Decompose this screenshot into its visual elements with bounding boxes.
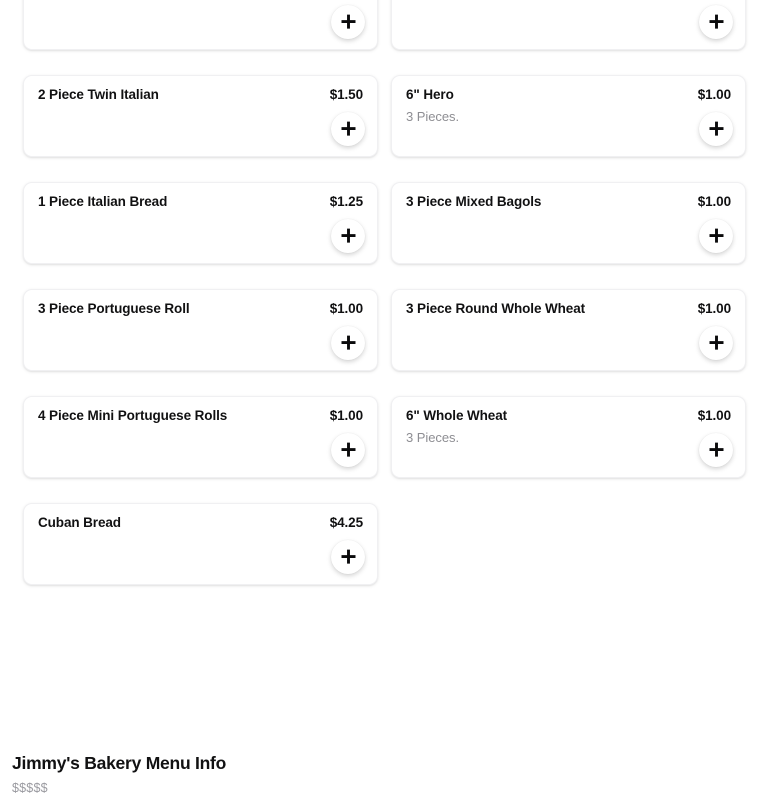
menu-item-name: 6" Hero: [406, 87, 454, 102]
menu-item-card[interactable]: [391, 0, 746, 50]
plus-icon: [708, 335, 725, 352]
menu-item-name: 2 Piece Twin Italian: [38, 87, 159, 102]
add-item-button[interactable]: [331, 5, 365, 39]
add-item-button[interactable]: [331, 326, 365, 360]
add-item-button[interactable]: [699, 433, 733, 467]
menu-item-price: $1.00: [697, 194, 731, 209]
menu-item-card[interactable]: [391, 75, 746, 157]
plus-icon: [340, 442, 357, 459]
plus-icon: [708, 228, 725, 245]
menu-item-card[interactable]: [391, 396, 746, 478]
menu-item-price: $1.00: [697, 87, 731, 102]
plus-icon: [340, 121, 357, 138]
menu-item-header: [406, 194, 731, 210]
menu-item-name: 1 Piece Italian Bread: [38, 194, 168, 209]
add-item-button[interactable]: [699, 326, 733, 360]
menu-info-title: Jimmy's Bakery Menu Info: [12, 753, 227, 773]
plus-icon: [340, 549, 357, 566]
add-item-button[interactable]: [699, 5, 733, 39]
menu-item-name: 6" Whole Wheat: [406, 408, 508, 423]
menu-item-header: [38, 515, 363, 531]
menu-item-header: [406, 301, 731, 317]
menu-item-description: 3 Pieces.: [406, 108, 460, 124]
menu-info-section: [12, 753, 752, 796]
menu-items-grid: [23, 0, 746, 585]
menu-item-header: [406, 408, 731, 424]
menu-item-header: [38, 408, 363, 424]
add-item-button[interactable]: [331, 540, 365, 574]
menu-item-name: 3 Piece Mixed Bagols: [406, 194, 542, 209]
menu-item-card[interactable]: [23, 503, 378, 585]
menu-item-description: 3 Pieces.: [406, 429, 460, 445]
menu-item-header: [38, 87, 363, 103]
menu-item-name: 3 Piece Portuguese Roll: [38, 301, 190, 316]
menu-item-price: $1.00: [329, 408, 363, 423]
plus-icon: [708, 442, 725, 459]
menu-item-header: [406, 87, 731, 103]
menu-item-card[interactable]: [391, 182, 746, 264]
menu-item-name: 4 Piece Mini Portuguese Rolls: [38, 408, 228, 423]
plus-icon: [708, 14, 725, 31]
menu-item-price: $4.25: [329, 515, 363, 530]
add-item-button[interactable]: [699, 219, 733, 253]
menu-item-name: Cuban Bread: [38, 515, 121, 530]
plus-icon: [340, 228, 357, 245]
plus-icon: [340, 14, 357, 31]
menu-item-header: [38, 194, 363, 210]
add-item-button[interactable]: [331, 112, 365, 146]
menu-item-card[interactable]: [23, 0, 378, 50]
menu-item-price: $1.00: [697, 408, 731, 423]
menu-item-price: $1.50: [329, 87, 363, 102]
menu-item-card[interactable]: [23, 182, 378, 264]
menu-item-card[interactable]: [23, 75, 378, 157]
menu-item-name: 3 Piece Round Whole Wheat: [406, 301, 586, 316]
plus-icon: [708, 121, 725, 138]
menu-item-card[interactable]: [23, 396, 378, 478]
menu-item-card[interactable]: [391, 289, 746, 371]
menu-item-price: $1.00: [697, 301, 731, 316]
add-item-button[interactable]: [331, 219, 365, 253]
price-range-indicator: $$$$$: [12, 781, 48, 795]
menu-item-price: $1.00: [329, 301, 363, 316]
menu-item-price: $1.25: [329, 194, 363, 209]
add-item-button[interactable]: [699, 112, 733, 146]
add-item-button[interactable]: [331, 433, 365, 467]
menu-item-header: [38, 301, 363, 317]
menu-item-card[interactable]: [23, 289, 378, 371]
plus-icon: [340, 335, 357, 352]
